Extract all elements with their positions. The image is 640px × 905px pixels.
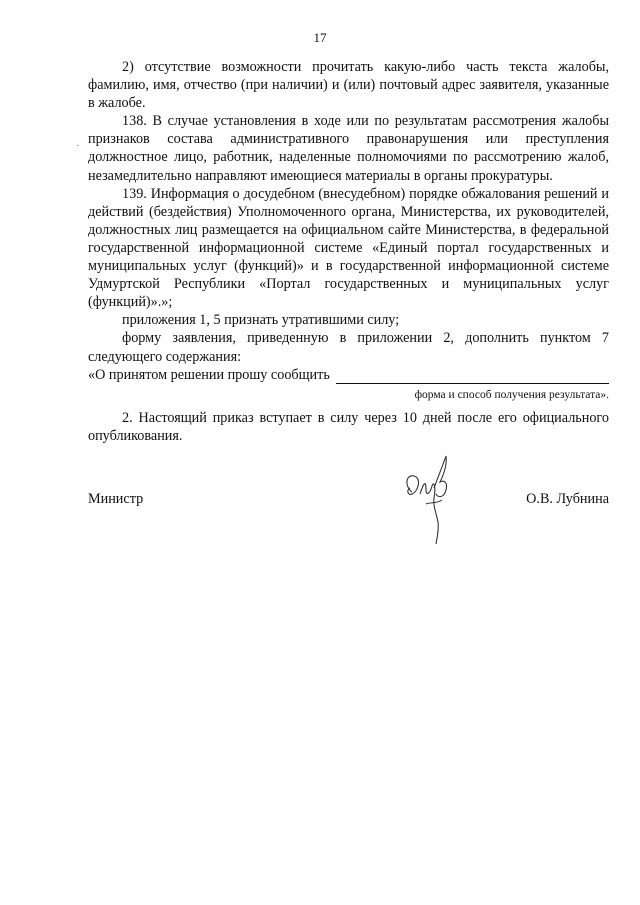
page-number: 17 bbox=[313, 30, 327, 45]
paragraph-item-2: 2) отсутствие возможности прочитать какую-либо часть текста жалобы, фамилию, имя, отчество (при наличии) и (или) почтовый адрес заявителя, указанные в жалобе. bbox=[88, 59, 609, 112]
paragraph-form-amendment: форму заявления, приведенную в приложении 2, дополнить пунктом 7 следующего содержания: bbox=[88, 330, 609, 365]
paragraph-annexes-void: приложения 1, 5 признать утратившими силу; bbox=[122, 312, 400, 329]
form-insert-caption: форма и способ получения результата». bbox=[414, 388, 609, 401]
margin-mark: · bbox=[76, 141, 80, 152]
form-insert-blank bbox=[336, 369, 609, 384]
paragraph-effective-date: 2. Настоящий приказ вступает в силу через 10 дней после его официального опубликования. bbox=[88, 409, 609, 444]
form-insert-line bbox=[88, 366, 609, 384]
paragraph-139: 139. Информация о досудебном (внесудебном) порядке обжалования решений и действий (бездействия) Уполномоченного органа, Министерства, их руководителей, должностных лиц размещается на официальном сайте Министерства, в федеральной государственной информационной системе «Единый портал государственных и муниципальных услуг (функций)» и в государственной информационной системе Удмуртской Республики «Портал государственных и муниципальных услуг (функций)».»; bbox=[88, 185, 609, 311]
signature-block bbox=[88, 491, 609, 511]
paragraph-138: 138. В случае установления в ходе или по результатам рассмотрения жалобы признаков состава административного правонарушения или преступления должностное лицо, работник, наделенные полномочиями по рассмотрению жалоб, незамедлительно направляют имеющиеся материалы в органы прокуратуры. bbox=[88, 113, 609, 184]
form-insert-label: «О принятом решении прошу сообщить bbox=[88, 366, 330, 383]
signatory-position: Министр bbox=[88, 491, 144, 507]
document-body bbox=[88, 58, 609, 445]
signatory-name: О.В. Лубнина bbox=[526, 491, 609, 507]
